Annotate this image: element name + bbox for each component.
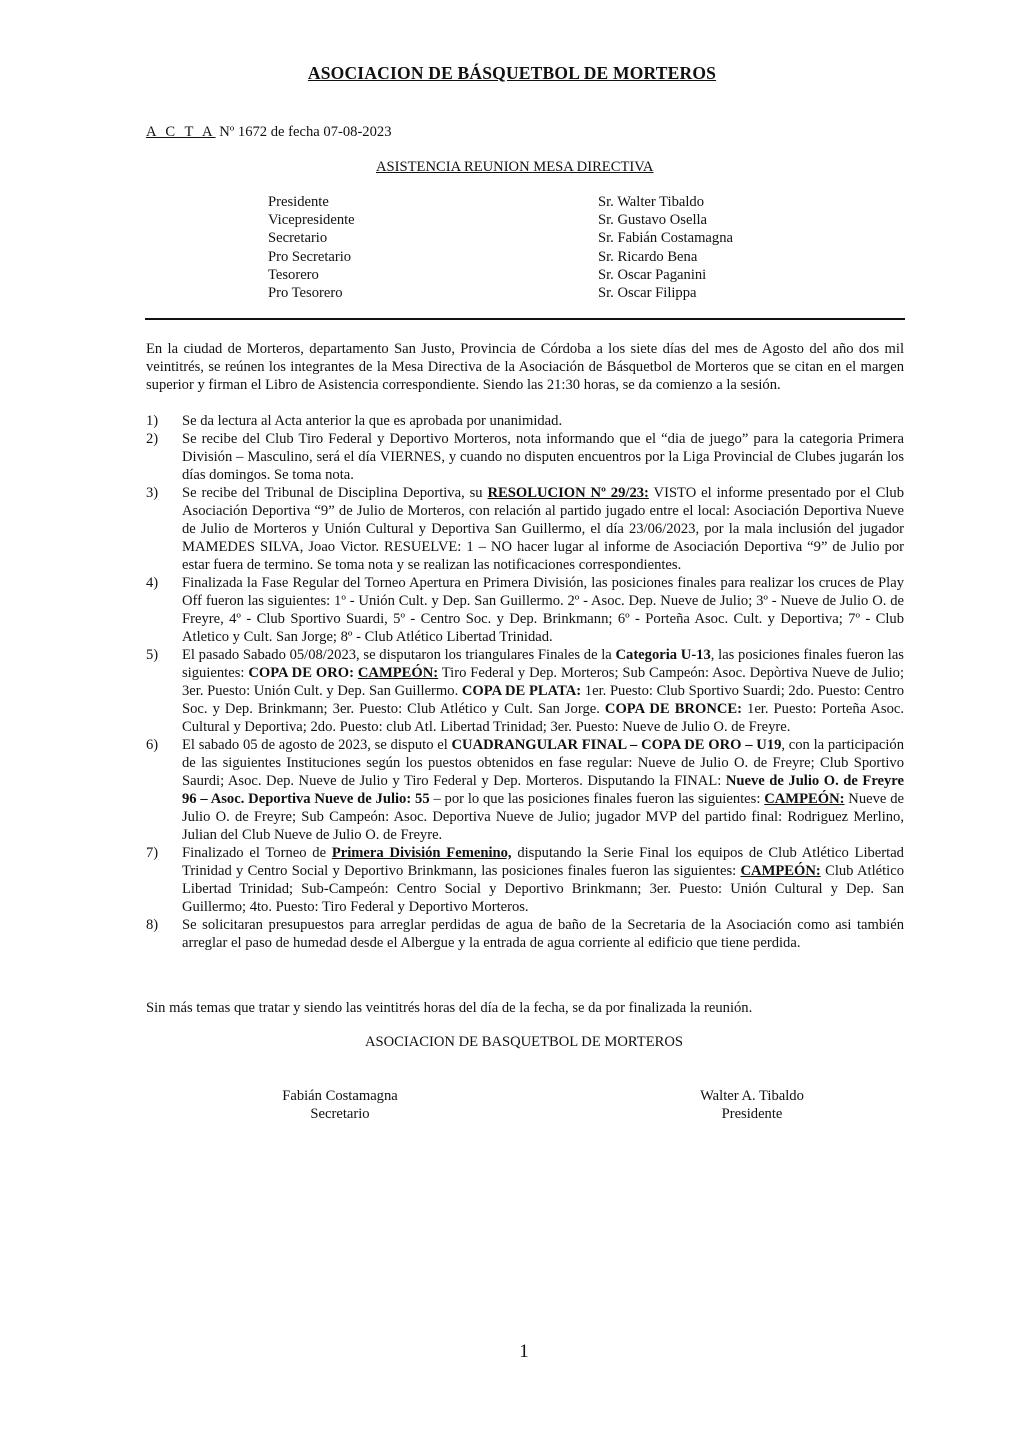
attendance-name: Sr. Oscar Paganini	[598, 266, 707, 283]
agenda-item	[146, 916, 904, 952]
acta-label: A C T A	[146, 124, 216, 140]
agenda-item-text	[182, 844, 904, 916]
emphasis-text: CAMPEÓN:	[764, 791, 845, 807]
emphasis-text: COPA DE ORO:	[248, 665, 358, 681]
acta-number-date: Nº 1672 de fecha 07-08-2023	[215, 124, 392, 140]
emphasis-text: Categoria U-13	[615, 647, 711, 663]
attendance-name: Sr. Ricardo Bena	[598, 248, 698, 265]
emphasis-text: CUADRANGULAR FINAL – COPA DE ORO – U19	[451, 737, 782, 753]
attendance-name: Sr. Walter Tibaldo	[598, 194, 704, 210]
body-text: Club Atlético Libertad Trinidad; Sub-Campeón: Centro Social y Deportivo Brinkmann; 3er. Puesto: Unión Cultural y Dep. San Guillermo; 4to. Puesto: Tiro Federal y Deportivo Morteros.	[182, 863, 904, 915]
attendance-row	[268, 284, 828, 302]
body-text: El sabado 05 de agosto de 2023, se disputo el	[182, 737, 452, 753]
attendance-role: Pro Secretario	[268, 248, 352, 265]
agenda-item-text	[182, 736, 904, 844]
attendance-row	[268, 211, 828, 229]
agenda-item	[146, 484, 904, 574]
attendance-role: Presidente	[268, 194, 329, 210]
emphasis-text: Primera División Femenino,	[331, 845, 512, 861]
agenda-item-number: 2)	[146, 431, 159, 447]
emphasis-text: CAMPEÓN:	[357, 665, 439, 681]
body-text: Se recibe del Tribunal de Disciplina Deportiva, su	[182, 485, 488, 501]
closing-paragraph: Sin más temas que tratar y siendo las veintitrés horas del día de la fecha, se da por finalizada la reunión.	[146, 1000, 753, 1016]
page-number: 1	[519, 1341, 529, 1362]
emphasis-text: RESOLUCION Nº 29/23:	[487, 485, 649, 501]
body-text: – por lo que las posiciones finales fueron las siguientes:	[429, 791, 765, 807]
attendance-name: Sr. Gustavo Osella	[598, 212, 708, 229]
agenda-item	[146, 412, 904, 430]
horizontal-divider	[145, 318, 905, 320]
agenda-item-number: 8)	[146, 917, 159, 933]
attendance-row	[268, 248, 828, 266]
agenda-item-number: 4)	[146, 575, 159, 591]
signature-name: Fabián Costamagna	[282, 1088, 398, 1104]
body-text: Nueve de Julio O. de Freyre; Sub Campeón: Asoc. Deportiva Nueve de Julio; jugador MVP del partido final: Rodriguez Merlino, Julian del Club Nueve de Julio O. de Freyre.	[182, 791, 904, 843]
attendance-role: Secretario	[268, 230, 328, 247]
agenda-item	[146, 844, 904, 916]
emphasis-text: CAMPEÓN:	[740, 863, 821, 879]
attendance-role: Vicepresidente	[268, 212, 355, 229]
body-text: VISTO el informe presentado por el Club Asociación Deportiva “9” de Julio de Morteros, con relación al partido jugado entre el local: Asociación Deportiva Nueve de Julio de Morteros y Unión Cultural y Deportiva San Guillermo, el día 23/06/2023, por la mala inclusión del jugador MAMEDES SILVA, Joao Victor. RESUELVE: 1 – NO hacer lugar al informe de Asociación Deportiva “9” de Julio por estar fuera de termino. Se toma nota y se realizan las notificaciones correspondientes.	[182, 485, 904, 573]
body-text: Finalizado el Torneo de	[182, 845, 332, 861]
body-text: Se solicitaran presupuestos para arreglar perdidas de agua de baño de la Secretaria de la Asociación como asi también arreglar el paso de humedad desde el Albergue y la entrada de agua corriente al edificio que tiene perdida.	[182, 917, 904, 951]
body-text: 1er. Puesto: Porteña Asoc. Cultural y Deportiva; 2do. Puesto: club Atl. Libertad Trinidad; 3er. Puesto: Nueve de Julio O. de Freyre.	[182, 701, 904, 735]
acta-header	[146, 123, 392, 141]
agenda-item-number: 6)	[146, 737, 159, 753]
body-text: El pasado Sabado 05/08/2023, se disputaron los triangulares Finales de la	[182, 647, 616, 663]
document-title: ASOCIACION DE BÁSQUETBOL DE MORTEROS	[307, 63, 717, 83]
intro-paragraph: En la ciudad de Morteros, departamento San Justo, Provincia de Córdoba a los siete días del mes de Agosto del año dos mil veintitrés, se reúnen los integrantes de la Mesa Directiva de la Asociación de Básquetbol de Morteros que se citan en el margen superior y firman el Libro de Asistencia correspondiente. Siendo las 21:30 horas, se da comienzo a la sesión.	[146, 341, 904, 393]
attendance-name: Sr. Fabián Costamagna	[598, 230, 733, 247]
agenda-item-text	[182, 412, 904, 430]
attendance-list	[268, 193, 828, 302]
body-text: , con la participación de las siguientes Instituciones según los puestos obtenidos en fase regular: Nueve de Julio O. de Freyre; Club Sportivo Saurdi; Asoc. Dep. Nueve de Julio y Tiro Federal y Dep. Morteros. Disputando la FINAL:	[182, 737, 904, 789]
body-text: Se da lectura al Acta anterior la que es aprobada por unanimidad.	[182, 413, 563, 429]
attendance-heading: ASISTENCIA REUNION MESA DIRECTIVA	[376, 159, 654, 175]
agenda-item	[146, 646, 904, 736]
signature-role: Presidente	[721, 1106, 783, 1122]
agenda-item-number: 1)	[146, 413, 159, 429]
agenda-item	[146, 736, 904, 844]
body-text: 1er. Puesto: Club Sportivo Suardi; 2do. Puesto: Centro Soc. y Dep. Brinkmann; 3er. Puesto: Club Atlético y Cult. San Jorge.	[182, 683, 904, 717]
signature-secretary	[277, 1087, 403, 1123]
body-text: , las posiciones finales fueron las siguientes:	[182, 647, 904, 681]
emphasis-text: Nueve de Julio O. de Freyre 96 – Asoc. Deportiva Nueve de Julio: 55	[182, 773, 904, 807]
attendance-role: Tesorero	[268, 266, 319, 283]
attendance-row	[268, 193, 828, 211]
association-footer: ASOCIACION DE BASQUETBOL DE MORTEROS	[364, 1034, 684, 1050]
body-text: Tiro Federal y Dep. Morteros; Sub Campeón: Asoc. Depòrtiva Nueve de Julio; 3er. Puesto: Unión Cult. y Dep. San Guillermo.	[182, 665, 905, 699]
agenda-item-number: 5)	[146, 647, 159, 663]
attendance-role: Pro Tesorero	[268, 284, 343, 301]
attendance-row	[268, 266, 828, 284]
body-text: Se recibe del Club Tiro Federal y Deportivo Morteros, nota informando que el “dia de juego” para la categoria Primera División – Masculino, será el día VIERNES, y cuando no disputen encuentros por la Liga Provincial de Clubes jugarán los días domingos. Se toma nota.	[182, 431, 904, 483]
agenda-item-text	[182, 574, 904, 646]
agenda-item-number: 7)	[146, 845, 159, 861]
body-text: disputando la Serie Final los equipos de Club Atlético Libertad Trinidad y Centro Social y Deportivo Brinkmann, las posiciones finales fueron las siguientes:	[182, 845, 904, 879]
agenda-item-text	[182, 646, 904, 736]
agenda-item	[146, 574, 904, 646]
agenda-items	[146, 412, 904, 952]
attendance-name: Sr. Oscar Filippa	[598, 284, 697, 301]
agenda-item-number: 3)	[146, 485, 159, 501]
emphasis-text: COPA DE BRONCE:	[604, 701, 742, 717]
agenda-item-text	[182, 430, 904, 484]
signature-name: Walter A. Tibaldo	[700, 1088, 804, 1104]
emphasis-text: COPA DE PLATA:	[461, 683, 582, 699]
agenda-item	[146, 430, 904, 484]
agenda-item-text	[182, 484, 904, 574]
agenda-item-text	[182, 916, 904, 952]
signature-role: Secretario	[310, 1106, 370, 1122]
signature-president	[686, 1087, 818, 1123]
attendance-row	[268, 229, 828, 247]
body-text: Finalizada la Fase Regular del Torneo Apertura en Primera División, las posiciones finales para realizar los cruces de Play Off fueron las siguientes: 1º - Unión Cult. y Dep. San Guillermo. 2º - Asoc. Dep. Nueve de Julio; 3º - Nueve de Julio O. de Freyre, 4º - Club Sportivo Suardi, 5º - Centro Soc. y Dep. Brinkmann; 6º - Porteña Asoc. Cult. y Deportiva; 7º - Club Atletico y Cult. San Jorge; 8º - Club Atlético Libertad Trinidad.	[182, 575, 904, 645]
